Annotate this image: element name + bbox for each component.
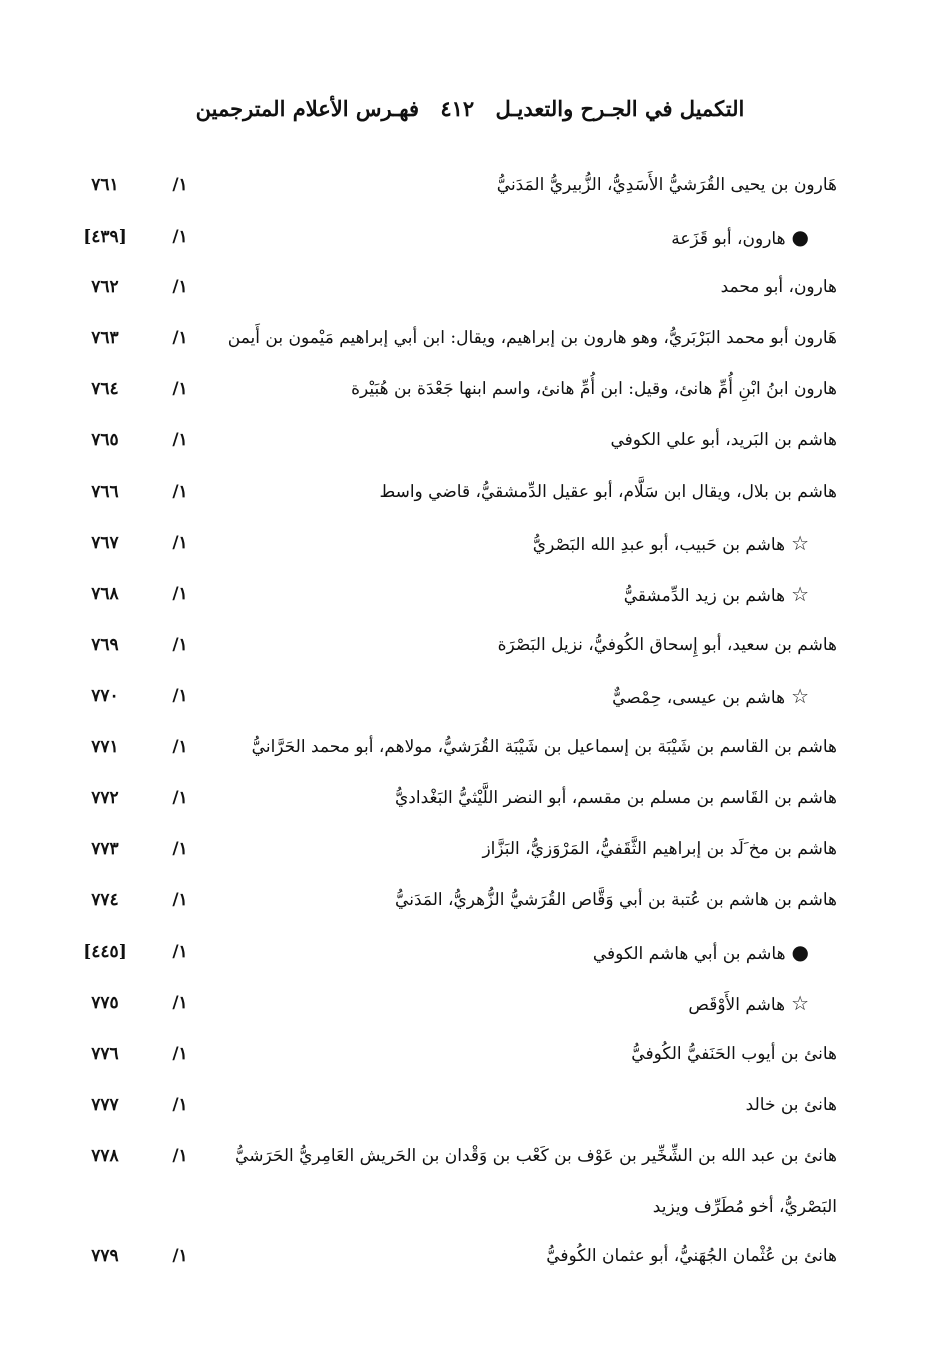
index-entry <box>0 1141 937 1177</box>
running-header <box>150 96 790 121</box>
entry-name-text: هانئ بن عُثْمان الجُهَنيُّ، أبو عثمان الكُوفيُّ <box>546 1246 837 1266</box>
entry-number: [٤٣٩] <box>83 227 127 247</box>
entry-name <box>611 425 838 455</box>
index-entry <box>0 222 937 258</box>
index-entry <box>0 732 937 768</box>
entry-name-text: هاشم بن القَاسم بن مسلم بن مقسم، أبو النضر اللَّيْثيُّ البَغْداديُّ <box>395 788 837 808</box>
entry-number: ٧٧٥ <box>91 993 119 1013</box>
entry-volume: ١/ <box>172 328 188 348</box>
entry-volume: ١/ <box>172 533 188 553</box>
entry-number: ٧٦٥ <box>91 430 119 450</box>
entry-number: ٧٦٢ <box>91 277 119 297</box>
entry-volume: ١/ <box>172 839 188 859</box>
page-number: ٤١٢ <box>440 96 475 121</box>
entry-name <box>624 579 809 611</box>
bullet-icon: ● <box>791 225 809 249</box>
entry-name-text: هاشم بن سعيد، أبو إِسحاق الكُوفيُّ، نزيل البَصْرَة <box>497 635 837 655</box>
entry-number: ٧٦٨ <box>91 584 119 604</box>
index-entry <box>0 834 937 870</box>
entry-volume: ١/ <box>172 584 188 604</box>
entry-name-text: هاشم بن أبي هاشم الكوفي <box>592 944 786 964</box>
entry-volume: ١/ <box>172 686 188 706</box>
entry-number: ٧٦٦ <box>91 482 119 502</box>
entry-name <box>593 937 809 969</box>
entry-name <box>228 323 837 353</box>
entry-number: [٤٤٥] <box>83 942 127 962</box>
star-icon: ☆ <box>791 684 809 708</box>
entry-name-text: هاشم بن بلال، ويقال ابن سَلَّام، أبو عقيل الدِّمشقيُّ، قاضي واسط <box>379 482 837 502</box>
entry-number: ٧٧٢ <box>91 788 119 808</box>
entry-name-text: هَارون بن يحيى القُرَشيُّ الأَسَدِيُّ، الزُّبيريُّ المَدَنيُّ <box>496 175 837 195</box>
entry-name-text: هاشم بن عيسى، حِمْصيٌّ <box>612 688 786 708</box>
entry-volume: ١/ <box>172 993 188 1013</box>
entry-name <box>671 222 809 254</box>
entry-volume: ١/ <box>172 1095 188 1115</box>
star-icon: ☆ <box>791 531 809 555</box>
index-entry <box>0 681 937 717</box>
index-entry <box>0 477 937 513</box>
entry-name <box>653 1192 837 1222</box>
index-entry <box>0 170 937 206</box>
entry-volume: ١/ <box>172 1246 188 1266</box>
entry-name-text: هانئ بن عبد الله بن الشِّخِّير بن عَوْف بن كَعْب بن وَقْدان بن الحَريش العَامِريُّ الحَرَشيُّ <box>235 1146 837 1166</box>
entry-name-text: هانئ بن خالد <box>745 1095 837 1115</box>
entry-volume: ١/ <box>172 379 188 399</box>
entry-volume: ١/ <box>172 890 188 910</box>
index-entry <box>0 374 937 410</box>
entry-number: ٧٦١ <box>91 175 119 195</box>
book-title: التكميل في الجـرح والتعديـل <box>495 96 745 121</box>
entry-volume: ١/ <box>172 942 188 962</box>
entry-number: ٧٧٣ <box>91 839 119 859</box>
entry-name <box>235 1141 837 1171</box>
entry-name-text: هارون ابنُ ابْنِ أُمِّ هانئ، وقيل: ابن أُمِّ هانئ، واسم ابنها جَعْدَة بن هُبَيْرة <box>351 379 837 399</box>
index-entry <box>0 579 937 615</box>
star-icon: ☆ <box>791 991 809 1015</box>
entry-volume: ١/ <box>172 277 188 297</box>
entry-name-text: البَصْريُّ، أخو مُطَرِّف ويزيد <box>652 1197 837 1217</box>
entry-number: ٧٧٤ <box>91 890 119 910</box>
entry-name <box>533 528 809 560</box>
entry-volume: ١/ <box>172 430 188 450</box>
entry-name <box>351 374 837 404</box>
entry-name <box>546 1241 837 1271</box>
entry-name <box>688 988 809 1020</box>
entry-volume: ١/ <box>172 1044 188 1064</box>
entry-name <box>721 272 837 302</box>
entry-number: ٧٧٦ <box>91 1044 119 1064</box>
entry-name <box>379 477 837 507</box>
entry-volume: ١/ <box>172 482 188 502</box>
entry-number: ٧٧٨ <box>91 1146 119 1166</box>
entry-name-text: هاشم بن البَريد، أبو علي الكوفي <box>610 430 837 450</box>
entry-volume: ١/ <box>172 788 188 808</box>
entry-name <box>498 630 837 660</box>
index-entry <box>0 630 937 666</box>
entry-number: ٧٧٧ <box>91 1095 119 1115</box>
index-entry <box>0 1241 937 1277</box>
index-entry <box>0 1090 937 1126</box>
entry-name-text: هارون، أبو محمد <box>720 277 837 297</box>
entry-name <box>497 170 837 200</box>
entry-name-text: هاشم بن القاسم بن شَيْبَة بن إسماعيل بن شَيْبَة القُرَشيُّ، مولاهم، أبو محمد الحَرَّانيُّ <box>251 737 837 757</box>
entry-name <box>612 681 809 713</box>
section-title: فهـرس الأعلام المترجمين <box>195 96 419 121</box>
entry-name-text: هاشم بن هاشم بن عُتبة بن أبي وَقَّاص القُرَشيُّ الزُّهريُّ، المَدَنيُّ <box>395 890 837 910</box>
entry-volume: ١/ <box>172 635 188 655</box>
entry-number: ٧٦٩ <box>91 635 119 655</box>
index-entry <box>0 885 937 921</box>
index-entry <box>0 783 937 819</box>
index-entry <box>0 425 937 461</box>
entry-volume: ١/ <box>172 175 188 195</box>
entry-volume: ١/ <box>172 1146 188 1166</box>
entry-number: ٧٧٩ <box>91 1246 119 1266</box>
index-entry <box>0 1192 937 1228</box>
entry-volume: ١/ <box>172 227 188 247</box>
entry-number: ٧٦٤ <box>91 379 119 399</box>
entry-name-text: هاشم بن زيد الدِّمشقيُّ <box>623 586 786 606</box>
star-icon: ☆ <box>791 582 809 606</box>
entry-number: ٧٧٠ <box>91 686 119 706</box>
entry-name <box>395 885 837 915</box>
entry-name-text: هانئ بن أيوب الحَنَفيُّ الكُوفيُّ <box>631 1044 837 1064</box>
entry-name <box>252 732 837 762</box>
entry-name-text: هاشم بن حَبيب، أبو عبدِ الله البَصْريُّ <box>532 535 786 555</box>
entry-name-text: هاشم بن مخ َلَد بن إبراهيم الثَّقَفيُّ، المَرْوَزيُّ، البَزَّاز <box>482 839 837 859</box>
entry-name-text: هَارون أبو محمد البَرْبَريُّ، وهو هارون بن إبراهيم، ويقال: ابن أبي إبراهيم مَيْمون بن أَيمن <box>227 328 837 348</box>
entry-name-text: هاشم الأَوْقَص <box>688 995 786 1015</box>
entry-name-text: هارون، أبو قَزَعة <box>671 229 786 249</box>
index-entry <box>0 528 937 564</box>
entry-volume: ١/ <box>172 737 188 757</box>
index-entry <box>0 1039 937 1075</box>
entry-name <box>482 834 837 864</box>
bullet-icon: ● <box>791 940 809 964</box>
entry-number: ٧٦٧ <box>91 533 119 553</box>
index-entry <box>0 937 937 973</box>
entry-name <box>746 1090 837 1120</box>
entry-number: ٧٦٣ <box>91 328 119 348</box>
index-entry <box>0 323 937 359</box>
entry-name <box>631 1039 837 1069</box>
entry-number: ٧٧١ <box>91 737 119 757</box>
index-entry <box>0 988 937 1024</box>
index-entry <box>0 272 937 308</box>
entry-name <box>395 783 837 813</box>
